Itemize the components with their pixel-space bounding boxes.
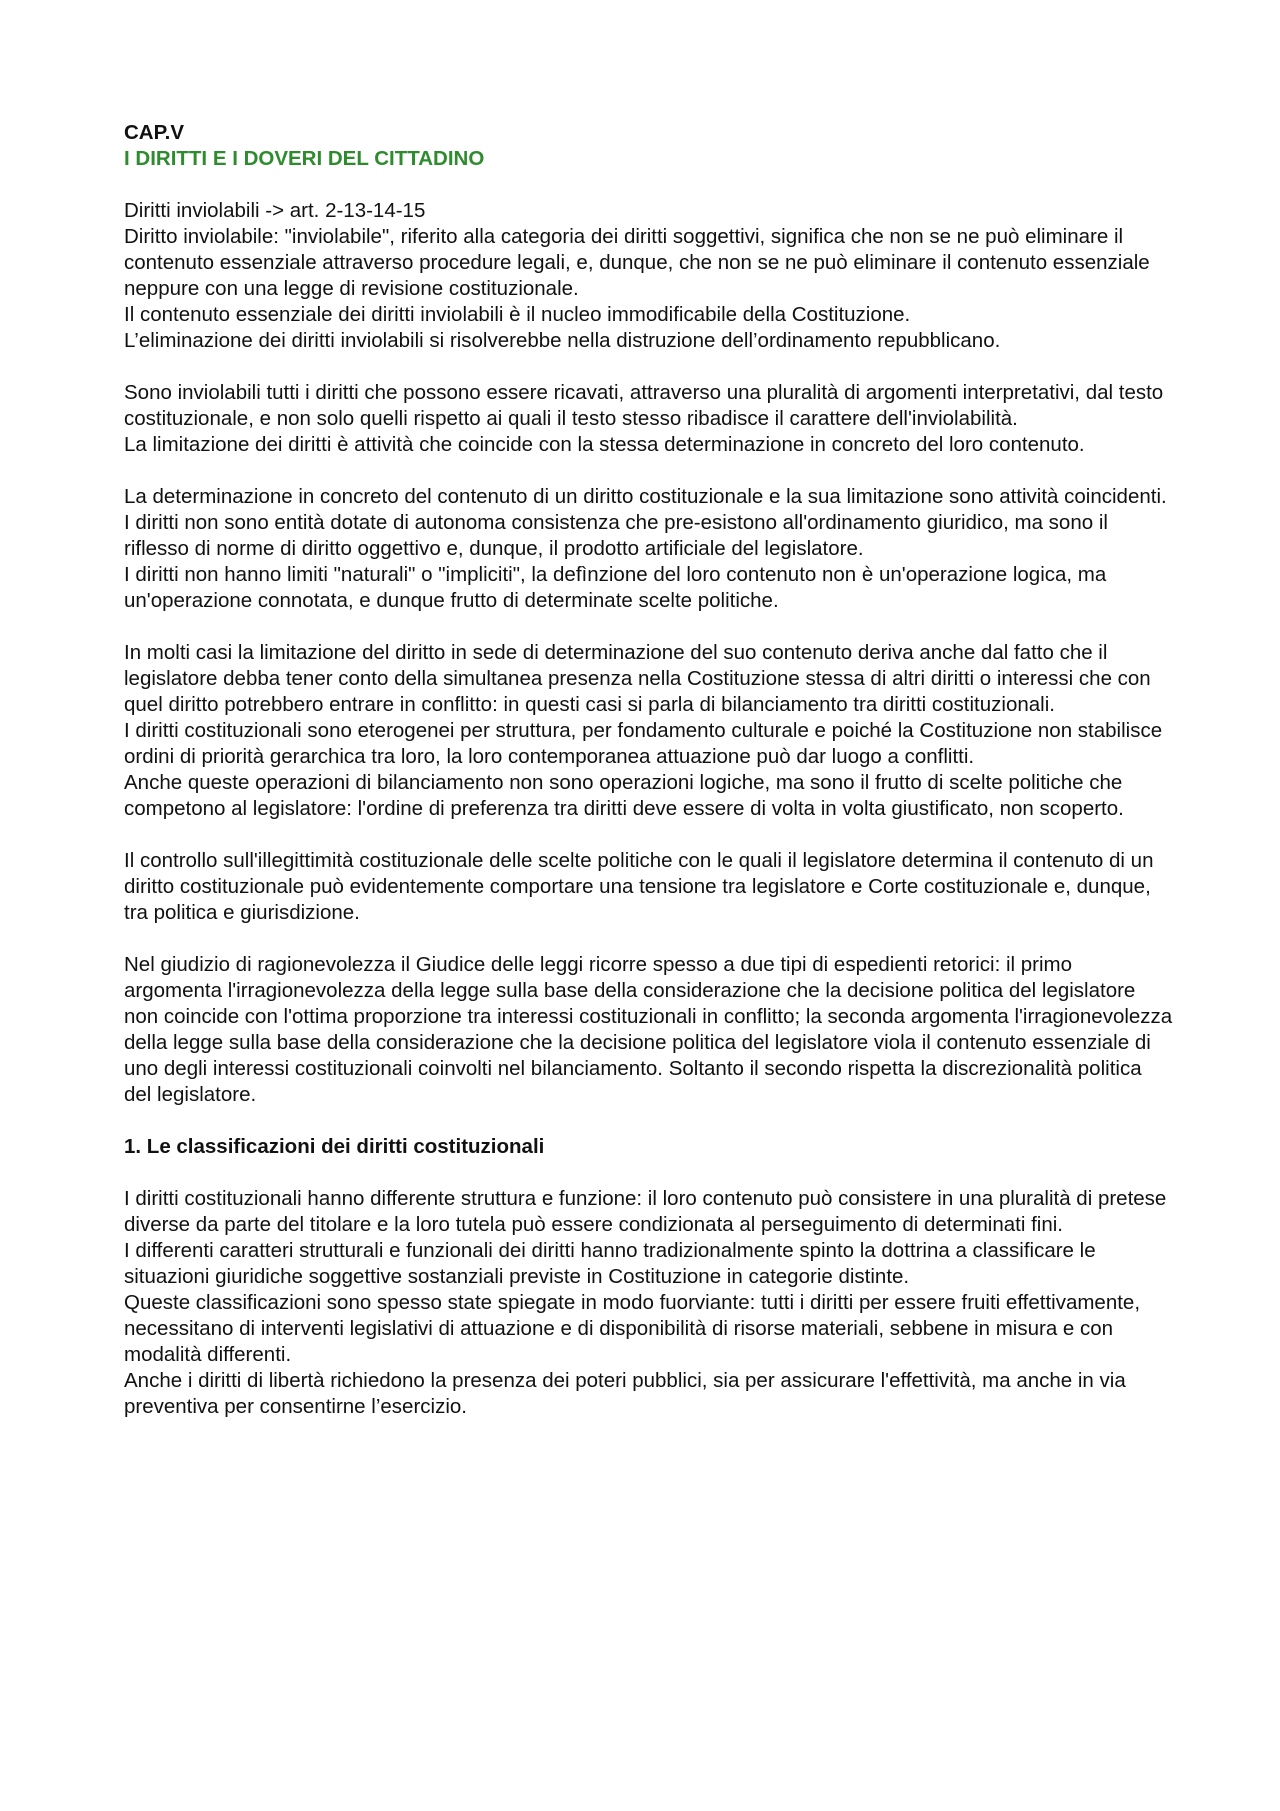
text-line: I diritti costituzionali hanno differente struttura e funzione: il loro contenuto può consistere in una pluralità di pretese diverse da parte del titolare e la loro tutela può essere condizionata al perseguimento di determinati fini. (124, 1187, 1167, 1236)
paragraph-block (124, 952, 1174, 1108)
paragraph-block (124, 848, 1174, 926)
paragraph-block (124, 380, 1174, 458)
text-line: I diritti non hanno limiti "naturali" o "impliciti", la defìnzione del loro contenuto non è un'operazione logica, ma un'operazione connotata, e dunque frutto di determinate scelte politiche. (124, 563, 1107, 612)
paragraph-block (124, 1186, 1174, 1420)
text-line: Diritti inviolabili -> art. 2-13-14-15 (124, 199, 426, 222)
text-line: Diritto inviolabile: "inviolabile", riferito alla categoria dei diritti soggettivi, significa che non se ne può eliminare il contenuto essenziale attraverso procedure legali, e, dunque, che non se ne può eliminare il contenuto essenziale neppure con una legge di revisione costituzionale. (124, 225, 1150, 300)
text-line: I differenti caratteri strutturali e funzionali dei diritti hanno tradizionalmente spinto la dottrina a classificare le situazioni giuridiche soggettive sostanziali previste in Costituzione in categorie distinte. (124, 1239, 1096, 1288)
paragraph-block (124, 640, 1174, 822)
text-line: Queste classificazioni sono spesso state spiegate in modo fuorviante: tutti i diritti per essere fruiti effettivamente, necessitano di interventi legislativi di attuazione e di disponibilità di risorse materiali, sebbene in misura e con modalità differenti. (124, 1291, 1141, 1366)
text-line: Anche queste operazioni di bilanciamento non sono operazioni logiche, ma sono il frutto di scelte politiche che competono al legislatore: l'ordine di preferenza tra diritti deve essere di volta in volta giustificato, non scoperto. (124, 771, 1124, 820)
chapter-label: CAP.V (124, 121, 185, 144)
text-line: La determinazione in concreto del contenuto di un diritto costituzionale e la sua limitazione sono attività coincidenti. (124, 485, 1167, 508)
text-line: Il contenuto essenziale dei diritti inviolabili è il nucleo immodificabile della Costituzione. (124, 303, 911, 326)
text-line: Il controllo sull'illegittimità costituzionale delle scelte politiche con le quali il legislatore determina il contenuto di un diritto costituzionale può evidentemente comportare una tensione tra legislatore e Corte costituzionale e, dunque, tra politica e giurisdizione. (124, 849, 1154, 924)
text-line: La limitazione dei diritti è attività che coincide con la stessa determinazione in concreto del loro contenuto. (124, 433, 1085, 456)
text-line: Anche i diritti di libertà richiedono la presenza dei poteri pubblici, sia per assicurare l'effettività, ma anche in via preventiva per consentirne l’esercizio. (124, 1369, 1126, 1418)
text-line: I diritti costituzionali sono eterogenei per struttura, per fondamento culturale e poiché la Costituzione non stabilisce ordini di priorità gerarchica tra loro, la loro contemporanea attuazione può dar luogo a conflitti. (124, 719, 1163, 768)
text-line: In molti casi la limitazione del diritto in sede di determinazione del suo contenuto deriva anche dal fatto che il legislatore debba tener conto della simultanea presenza nella Costituzione stessa di altri diritti o interessi che con quel diritto potrebbero entrare in conflitto: in questi casi si parla di bilanciamento tra diritti costituzionali. (124, 641, 1151, 716)
text-line: I diritti non sono entità dotate di autonoma consistenza che pre-esistono all'ordinamento giuridico, ma sono il riflesso di norme di diritto oggettivo e, dunque, il prodotto artificiale del legislatore. (124, 511, 1108, 560)
chapter-title: I DIRITTI E I DOVERI DEL CITTADINO (124, 147, 485, 170)
text-line: Sono inviolabili tutti i diritti che possono essere ricavati, attraverso una pluralità di argomenti interpretativi, dal testo costituzionale, e non solo quelli rispetto ai quali il testo stesso ribadisce il carattere dell'inviolabilità. (124, 381, 1164, 430)
text-line: Nel giudizio di ragionevolezza il Giudice delle leggi ricorre spesso a due tipi di espedienti retorici: il primo argomenta l'irragionevolezza della legge sulla base della considerazione che la decisione politica del legislatore non coincide con l'ottima proporzione tra interessi costituzionali in conflitto; la seconda argomenta l'irragionevolezza della legge sulla base della considerazione che la decisione politica del legislatore viola il contenuto essenziale di uno degli interessi costituzionali coinvolti nel bilanciamento. Soltanto il secondo rispetta la discrezionalità politica del legislatore. (124, 953, 1173, 1106)
paragraph-block (124, 198, 1174, 354)
document-page (124, 120, 1174, 1446)
text-line: L’eliminazione dei diritti inviolabili si risolverebbe nella distruzione dell’ordinamento repubblicano. (124, 329, 1001, 352)
section-heading: 1. Le classificazioni dei diritti costituzionali (124, 1135, 545, 1158)
paragraph-block (124, 484, 1174, 614)
